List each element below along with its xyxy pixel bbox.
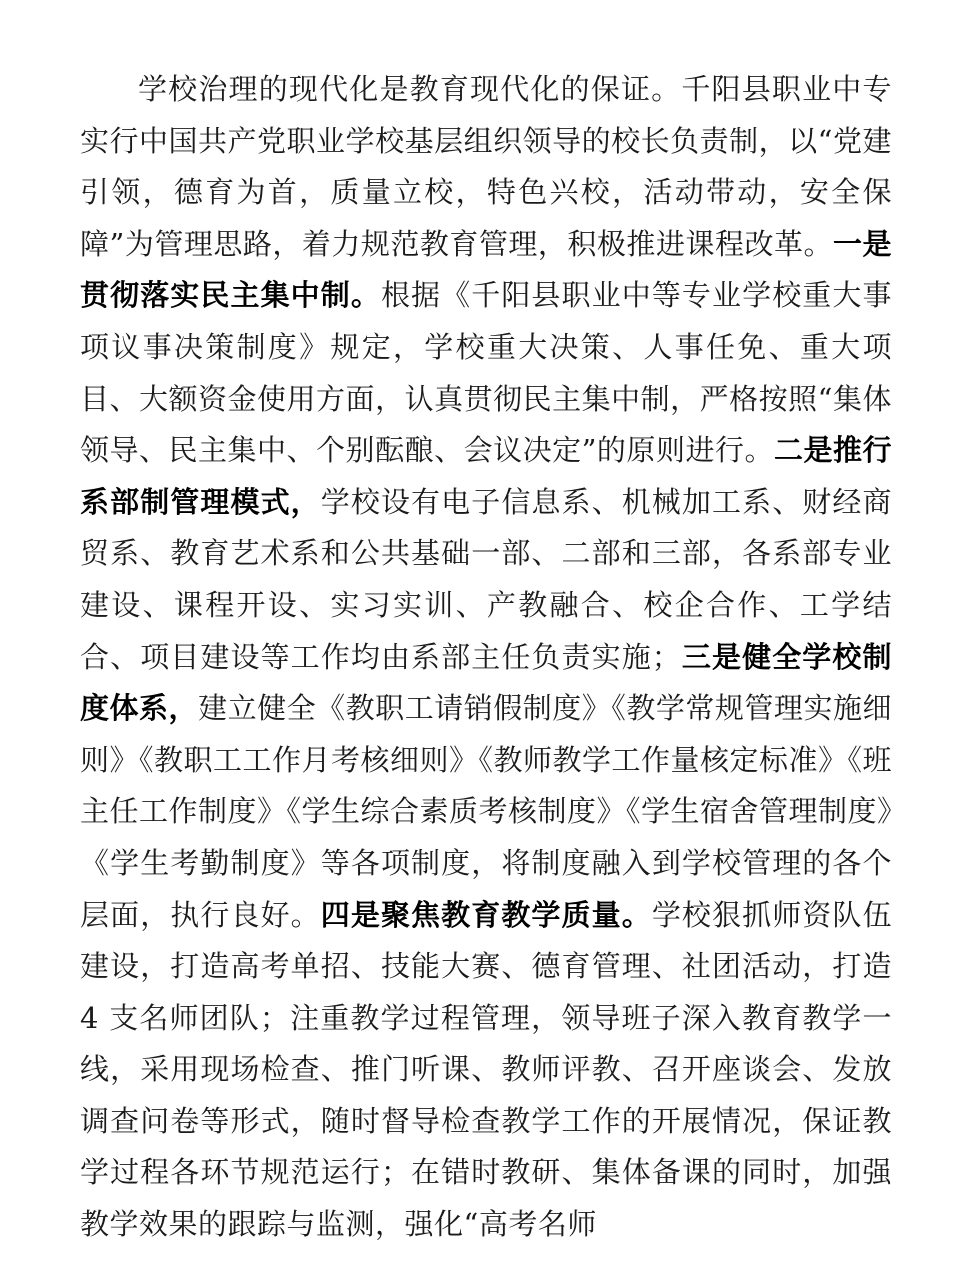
text-regulations-list: 建立健全《教职工请销假制度》《教学常规管理实施细则》《教职工工作月考核细则》《教师教学工作量核定标准》《班主任工作制度》《学生综合素质考核制度》《学生宿舍管理制度》《学生考勤制度》等各项制度，将制度融入到学校管理的各个层面，执行良好。 [80, 691, 893, 932]
text-intro: 学校治理的现代化是教育现代化的保证。千阳县职业中专实行中国共产党职业学校基层组织领导的校长负责制，以“党建引领，德育为首，质量立校，特色兴校，活动带动，安全保障”为管理思路，着力规范教育管理，积极推进课程改革。 [80, 72, 892, 261]
text-decision-system: 根据《千阳县职业中等专业学校重大事项议事决策制度》规定，学校重大决策、人事任免、重大项目、大额资金使用方面，认真贯彻民主集中制，严格按照“集体领导、民主集中、个别酝酿、会议决定”的原则进行。 [80, 278, 892, 468]
text-teaching-quality: 学校狠抓师资队伍建设，打造高考单招、技能大赛、德育管理、社团活动，打造 4 支名师团队；注重教学过程管理，领导班子深入教育教学一线，采用现场检查、推门听课、教师评教、召开座谈会、发放调查问卷等形式，随时督导检查教学工作的开展情况，保证教学过程各环节规范运行；在错时教研、集体备课的同时，加强教学效果的跟踪与监测，强化“高考名师 [80, 897, 892, 1242]
heading-three-school-regulations: 三是健全学校制度体系， [80, 639, 892, 726]
heading-two-department-management: 二是推行系部制管理模式， [80, 433, 892, 519]
heading-one-democratic-centralism: 一是贯彻落实民主集中制。 [80, 226, 892, 313]
body-paragraph [80, 64, 892, 1251]
heading-four-teaching-quality: 四是聚焦教育教学质量。 [320, 897, 652, 932]
text-departments: 学校设有电子信息系、机械加工系、财经商贸系、教育艺术系和公共基础一部、二部和三部，各系部专业建设、课程开设、实习实训、产教融合、校企合作、工学结合、项目建设等工作均由系部主任负责实施； [80, 484, 892, 674]
